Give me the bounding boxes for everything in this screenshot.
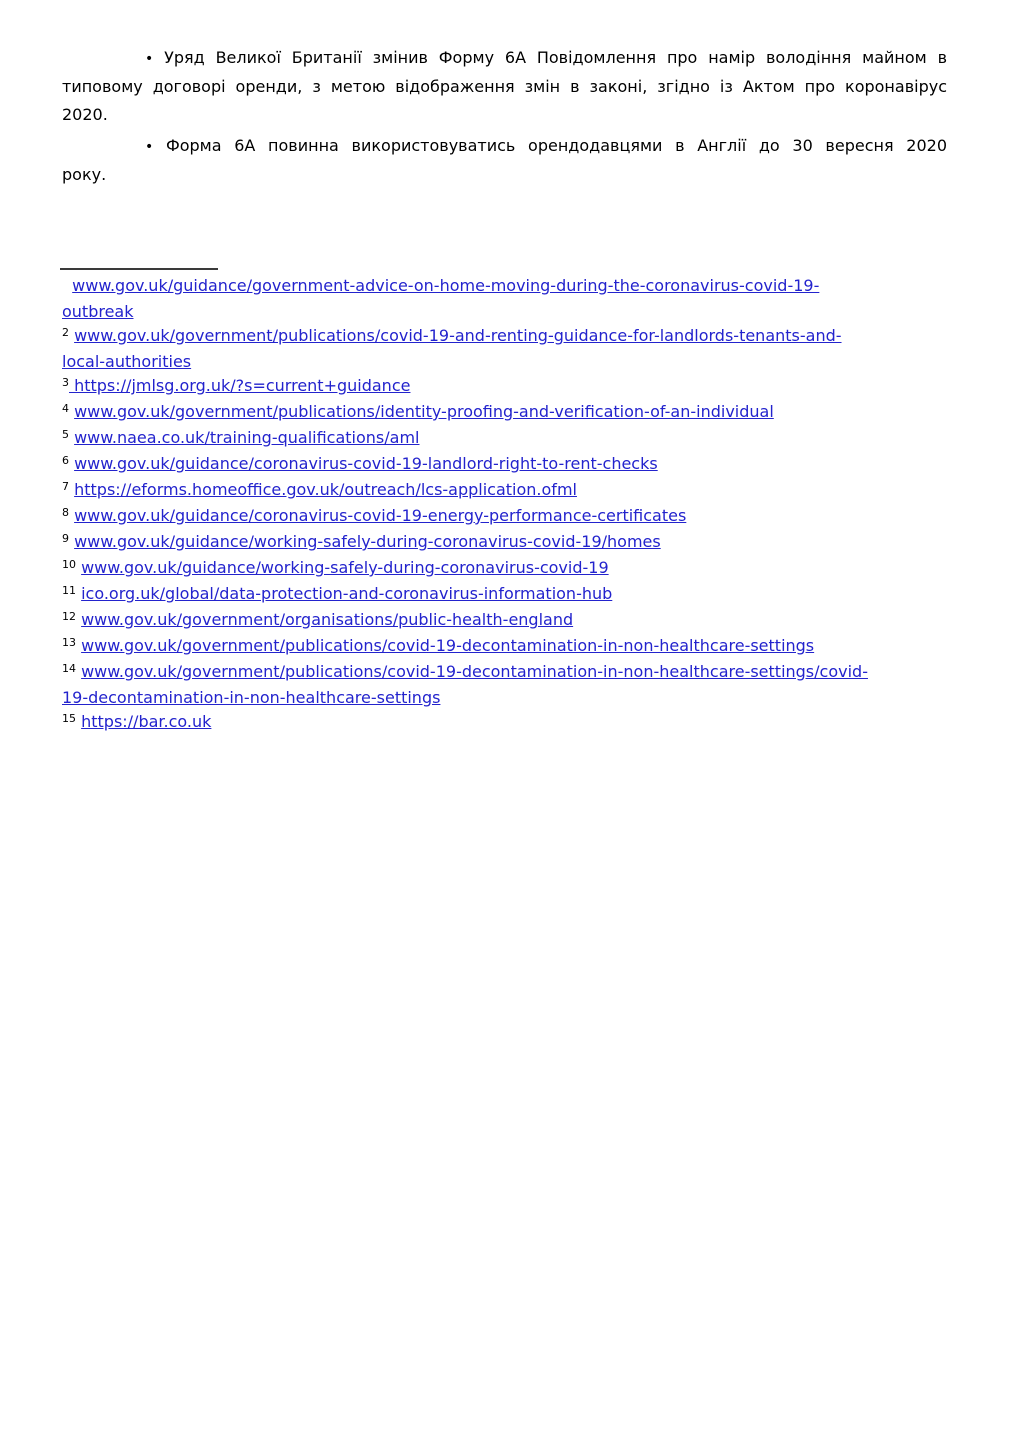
paragraph-text: Форма 6А повинна використовуватись орендодавцями в Англії до 30 вересня 2020 <box>165 136 947 155</box>
footnote-item <box>62 582 947 608</box>
footnote-link-line: https://bar.co.uk <box>81 712 212 731</box>
footnote-link-line: www.gov.uk/guidance/working-safely-during-coronavirus-covid-19 <box>81 558 609 577</box>
footnote-number: 15 <box>62 712 76 725</box>
bullet-paragraph <box>62 132 947 189</box>
footnote-number: 7 <box>62 480 69 493</box>
paragraph-text: Уряд Великої Британії змінив Форму 6А Повідомлення про намір володіння майном в <box>164 48 947 67</box>
footnote-link-line: www.gov.uk/guidance/government-advice-on-home-moving-during-the-coronavirus-covid-19- <box>72 276 820 295</box>
footnote-item <box>62 374 947 400</box>
footnote-number: 10 <box>62 558 76 571</box>
footnote-number: 13 <box>62 636 76 649</box>
footnote-link[interactable] <box>69 376 410 395</box>
bullet-icon: • <box>145 51 154 67</box>
footnote-link[interactable] <box>81 610 573 629</box>
footnote-number: 6 <box>62 454 69 467</box>
bullet-paragraph <box>62 44 947 129</box>
footnote-link-line: www.gov.uk/government/publications/covid-19-decontamination-in-non-healthcare-settings/covid- <box>81 662 868 681</box>
paragraph-line: року. <box>62 165 107 184</box>
footnote-link-line: ico.org.uk/global/data-protection-and-coronavirus-information-hub <box>81 584 613 603</box>
footnote-link-line: local-authorities <box>62 352 192 371</box>
footnote-item <box>62 660 947 710</box>
footnote-link[interactable] <box>74 402 774 421</box>
footnote-link[interactable] <box>62 662 868 707</box>
footnote-item <box>62 400 947 426</box>
footnote-item <box>62 710 947 736</box>
footnote-link[interactable] <box>74 532 661 551</box>
footnote-link[interactable] <box>62 276 819 321</box>
footnote-link-line: https://eforms.homeoffice.gov.uk/outreach/lcs-application.ofml <box>74 480 577 499</box>
footnote-gap <box>62 276 72 295</box>
footnote-link-line: www.gov.uk/government/publications/covid-19-decontamination-in-non-healthcare-settings <box>81 636 815 655</box>
footnote-link-line: outbreak <box>62 302 134 321</box>
footnote-link[interactable] <box>81 636 814 655</box>
footnote-link-line: www.gov.uk/government/publications/identity-proofing-and-verification-of-an-individual <box>74 402 774 421</box>
footnote-item <box>62 324 947 374</box>
footnote-item <box>62 426 947 452</box>
footnote-number: 14 <box>62 662 76 675</box>
footnote-item <box>62 608 947 634</box>
footnote-link-line: www.gov.uk/guidance/coronavirus-covid-19-energy-performance-certificates <box>74 506 687 525</box>
footnote-item <box>62 634 947 660</box>
paragraph-line <box>62 44 947 73</box>
footnote-separator <box>60 268 218 270</box>
footnote-link-line: www.naea.co.uk/training-qualifications/aml <box>74 428 420 447</box>
footnote-item <box>62 478 947 504</box>
paragraph-line: 2020. <box>62 105 108 124</box>
footnote-item <box>62 504 947 530</box>
footnote-item <box>62 274 947 324</box>
paragraph-line: типовому договорі оренди, з метою відображення змін в законі, згідно із Актом про коронавірус <box>62 77 947 96</box>
footnote-link-line: 19-decontamination-in-non-healthcare-settings <box>62 688 441 707</box>
footnote-number: 8 <box>62 506 69 519</box>
footnote-list <box>62 274 947 736</box>
bullet-icon: • <box>145 139 154 155</box>
footnote-number: 5 <box>62 428 69 441</box>
footnote-number: 11 <box>62 584 76 597</box>
footnote-item <box>62 530 947 556</box>
footnote-link[interactable] <box>74 428 419 447</box>
footnote-link-line: www.gov.uk/government/organisations/public-health-england <box>81 610 574 629</box>
footnote-link[interactable] <box>74 480 577 499</box>
footnote-link[interactable] <box>81 584 612 603</box>
footnote-link[interactable] <box>81 712 211 731</box>
footnote-link[interactable] <box>74 454 658 473</box>
footnote-link[interactable] <box>81 558 609 577</box>
footnote-number: 2 <box>62 326 69 339</box>
footnote-link-line: www.gov.uk/guidance/working-safely-during-coronavirus-covid-19/homes <box>74 532 661 551</box>
footnote-number: 12 <box>62 610 76 623</box>
footnote-link-line: https://jmlsg.org.uk/?s=current+guidance <box>69 376 411 395</box>
footnote-link[interactable] <box>74 506 686 525</box>
footnote-number: 4 <box>62 402 69 415</box>
footnote-link[interactable] <box>62 326 842 371</box>
footnote-number: 9 <box>62 532 69 545</box>
footnote-link-line: www.gov.uk/guidance/coronavirus-covid-19-landlord-right-to-rent-checks <box>74 454 658 473</box>
paragraph-line <box>62 132 947 161</box>
footnote-item <box>62 452 947 478</box>
footnote-item <box>62 556 947 582</box>
footnote-link-line: www.gov.uk/government/publications/covid-19-and-renting-guidance-for-landlords-tenants-and- <box>74 326 842 345</box>
footnote-number: 3 <box>62 376 69 389</box>
bullet-paragraphs <box>62 44 947 189</box>
